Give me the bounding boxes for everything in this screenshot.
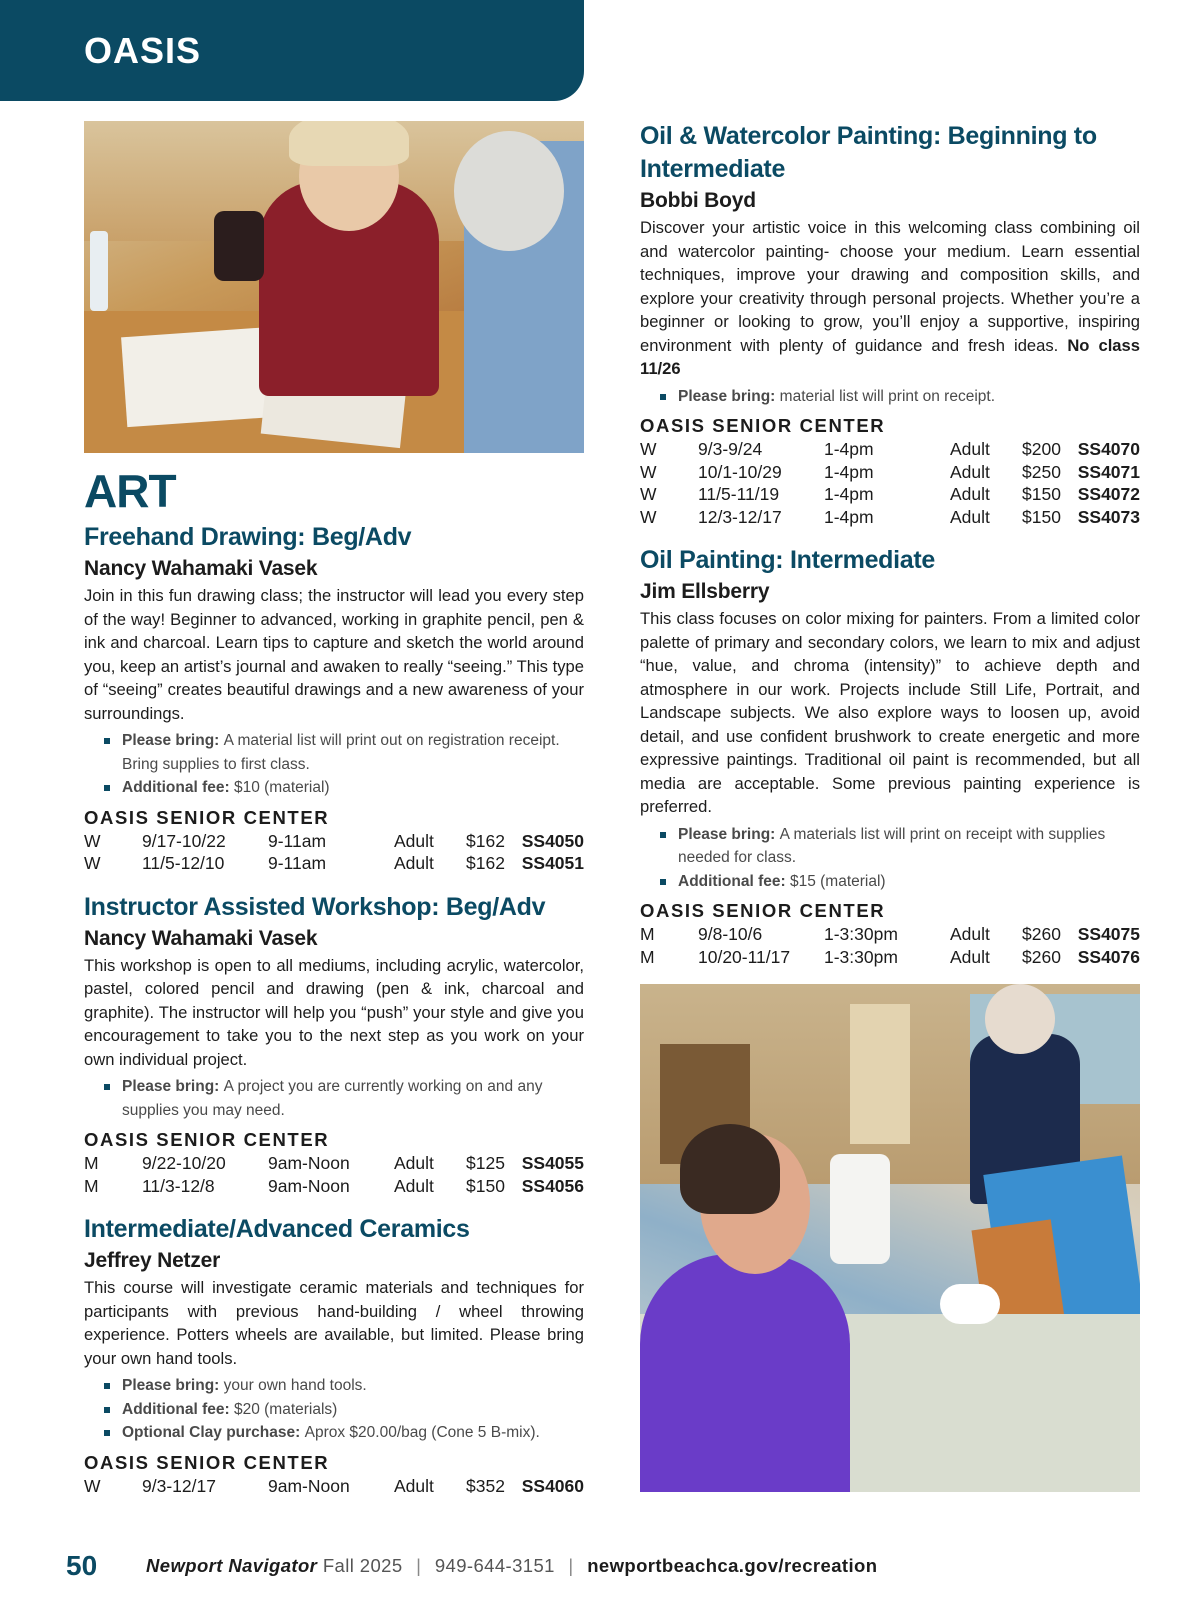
schedule-day: W — [640, 484, 657, 504]
schedule-dates: 9/8-10/6 — [698, 924, 763, 944]
schedule-row — [640, 483, 1140, 506]
schedule-code: SS4070 — [1077, 439, 1140, 459]
course-note-text: $15 (material) — [789, 872, 886, 890]
schedule-code: SS4060 — [521, 1475, 584, 1496]
schedule-day: M — [640, 924, 655, 944]
course-note — [102, 776, 584, 800]
course-note-label: Please bring: — [122, 1377, 224, 1394]
photo-women-drawing — [84, 121, 584, 453]
schedule-dates: 11/5-12/10 — [142, 853, 225, 873]
schedule-dates: 9/17-10/22 — [142, 830, 226, 851]
schedule-time: 9-11am — [268, 830, 327, 851]
schedule-day: M — [84, 1153, 99, 1173]
schedule-fee: $250 — [1022, 461, 1061, 482]
left-column — [84, 121, 584, 1513]
footer-phone[interactable]: 949-644-3151 — [434, 1555, 555, 1576]
schedule-age: Adult — [950, 461, 990, 482]
course-schedule — [84, 830, 584, 875]
schedule-day: W — [84, 853, 101, 873]
schedule-age: Adult — [394, 853, 434, 873]
schedule-fee: $150 — [1022, 484, 1061, 504]
course-note-label: Optional Clay purchase: — [122, 1424, 305, 1441]
schedule-code: SS4050 — [521, 830, 584, 851]
schedule-day: W — [84, 1475, 101, 1496]
course-note-text: A materials list will print on receipt with supplies needed for class. — [678, 825, 1106, 866]
schedule-row — [84, 1475, 584, 1498]
course-venue: OASIS SENIOR CENTER — [84, 806, 330, 828]
schedule-age: Adult — [950, 484, 990, 504]
schedule-fee: $125 — [466, 1153, 505, 1173]
course-title: Oil Painting: Intermediate — [640, 546, 936, 574]
schedule-age: Adult — [394, 1175, 434, 1196]
photo-woman-painting — [640, 984, 1140, 1492]
course-note-text: your own hand tools. — [223, 1377, 367, 1394]
course-note-label: Please bring: — [122, 732, 224, 749]
schedule-day: W — [640, 506, 657, 527]
course-note-text: A project you are currently working on and any supplies you may need. — [122, 1078, 543, 1119]
course-notes — [658, 385, 1140, 409]
course-schedule — [640, 438, 1140, 528]
schedule-age: Adult — [950, 924, 990, 944]
course-title: Instructor Assisted Workshop: Beg/Adv — [84, 892, 546, 921]
schedule-code: SS4055 — [521, 1153, 584, 1173]
course-note — [102, 1374, 584, 1398]
course-note — [658, 823, 1140, 870]
schedule-day: W — [640, 439, 657, 459]
course-venue: OASIS SENIOR CENTER — [640, 415, 886, 436]
schedule-age: Adult — [394, 1153, 434, 1173]
schedule-time: 1-4pm — [824, 506, 874, 527]
schedule-age: Adult — [394, 830, 434, 851]
schedule-day: M — [84, 1175, 99, 1196]
course-instructor: Jeffrey Netzer — [84, 1249, 221, 1272]
schedule-fee: $162 — [466, 830, 505, 851]
schedule-fee: $150 — [1022, 506, 1061, 527]
course-note — [102, 729, 584, 776]
schedule-fee: $150 — [466, 1175, 505, 1196]
course-description-text: This workshop is open to all mediums, including acrylic, watercolor, pastel, colored pencil and drawing (pen & ink, charcoal and graphite). The instructor will help you “push” your style and give you encouragement to take you to the next step as you work on your own individual project. — [84, 955, 584, 1069]
schedule-dates: 10/1-10/29 — [698, 461, 782, 482]
footer-text — [146, 1555, 877, 1577]
schedule-fee: $260 — [1022, 946, 1061, 967]
schedule-code: SS4076 — [1077, 946, 1140, 967]
page-footer — [66, 1548, 1166, 1584]
section-banner — [0, 0, 584, 101]
course-instructor: Nancy Wahamaki Vasek — [84, 557, 318, 580]
course-note-label: Please bring: — [122, 1078, 224, 1095]
course-instructor: Jim Ellsberry — [640, 580, 770, 603]
course-note-text: $10 (material) — [233, 779, 330, 796]
schedule-day: W — [640, 461, 657, 482]
schedule-row — [84, 852, 584, 875]
schedule-row — [640, 923, 1140, 946]
course-description-text: Join in this fun drawing class; the instructor will lead you every step of the way! Beginner to advanced, working in graphite pencil, pen & ink and charcoal. Learn tips to capture and sketch the world around you, keep an artist’s journal and awaken to really “seeing.” This type of “seeing” creates beautiful drawings and a new awareness of your surroundings. — [84, 586, 584, 723]
course-description-text: This course will investigate ceramic materials and techniques for participants with previous hand-building / wheel throwing experience. Potters wheels are available, but limited. Please bring your own hand tools. — [84, 1278, 584, 1368]
banner-title: OASIS — [84, 30, 202, 71]
schedule-fee: $260 — [1022, 924, 1061, 944]
schedule-code: SS4073 — [1077, 506, 1140, 527]
schedule-day: M — [640, 946, 655, 967]
schedule-day: W — [84, 830, 101, 851]
section-title-art: ART — [84, 465, 176, 517]
course-description-text: This class focuses on color mixing for painters. From a limited color palette of primary and secondary colors, we learn to mix and adjust “hue, value, and chroma (intensity)” to achieve depth and atmosphere in our work. Projects include Still Life, Portrait, and Landscape subjects. We also explore ways to loosen up, avoid detail, and use confident brushwork to create energetic and more expressive paintings. Traditional oil paint is recommended, but all media are acceptable. Some previous painting experience is preferred. — [640, 609, 1140, 816]
course-venue: OASIS SENIOR CENTER — [84, 1451, 330, 1473]
course-schedule — [640, 923, 1140, 968]
schedule-age: Adult — [950, 439, 990, 459]
course-note-label: Additional fee: — [122, 779, 234, 796]
schedule-code: SS4056 — [521, 1175, 584, 1196]
course-note — [102, 1421, 584, 1445]
course-venue: OASIS SENIOR CENTER — [84, 1129, 330, 1150]
schedule-row — [640, 438, 1140, 461]
course-note-text: $20 (materials) — [233, 1400, 338, 1418]
schedule-dates: 12/3-12/17 — [698, 506, 782, 527]
schedule-row — [640, 946, 1140, 969]
course-title: Oil & Watercolor Painting: Beginning to Intermediate — [640, 122, 1097, 183]
course-schedule — [84, 1475, 584, 1498]
schedule-row — [84, 1175, 584, 1198]
course-notes — [102, 1374, 584, 1445]
course-title: Freehand Drawing: Beg/Adv — [84, 523, 412, 551]
schedule-row — [84, 830, 584, 853]
schedule-time: 1-3:30pm — [824, 946, 898, 967]
schedule-row — [640, 461, 1140, 484]
course-description — [640, 607, 1140, 819]
course-listing — [640, 120, 1140, 528]
course-notes — [102, 1075, 584, 1122]
course-note-text: material list will print on receipt. — [779, 387, 996, 405]
schedule-dates: 9/22-10/20 — [142, 1153, 226, 1173]
course-note-text: A material list will print out on registration receipt. Bring supplies to first class. — [122, 732, 560, 773]
course-title: Intermediate/Advanced Ceramics — [84, 1215, 470, 1243]
footer-separator: | — [568, 1555, 574, 1576]
schedule-time: 1-4pm — [824, 484, 874, 504]
schedule-fee: $200 — [1022, 439, 1061, 459]
course-note — [658, 870, 1140, 894]
schedule-dates: 9/3-12/17 — [142, 1475, 216, 1496]
schedule-fee: $352 — [466, 1475, 505, 1496]
course-note-label: Additional fee: — [678, 872, 790, 890]
course-instructor: Bobbi Boyd — [640, 189, 756, 212]
page-number: 50 — [66, 1550, 98, 1581]
course-notes — [658, 823, 1140, 894]
right-column — [640, 116, 1140, 1492]
schedule-dates: 10/20-11/17 — [698, 946, 791, 967]
schedule-dates: 9/3-9/24 — [698, 439, 763, 459]
schedule-code: SS4071 — [1077, 461, 1140, 482]
course-listing — [84, 521, 584, 875]
course-note — [102, 1075, 584, 1122]
schedule-time: 1-4pm — [824, 439, 874, 459]
footer-magazine: Newport Navigator — [146, 1555, 318, 1576]
course-note-label: Additional fee: — [122, 1400, 234, 1418]
schedule-code: SS4051 — [521, 853, 584, 873]
course-note-text: Aprox $20.00/bag (Cone 5 B-mix). — [304, 1424, 540, 1441]
course-listing — [84, 1213, 584, 1497]
schedule-age: Adult — [950, 506, 990, 527]
schedule-row — [640, 506, 1140, 529]
course-venue: OASIS SENIOR CENTER — [640, 900, 886, 921]
course-note-label: Please bring: — [678, 387, 780, 405]
schedule-fee: $162 — [466, 853, 505, 873]
schedule-code: SS4072 — [1077, 484, 1140, 504]
course-listing — [84, 891, 584, 1198]
footer-separator: | — [416, 1555, 422, 1576]
course-listing — [640, 544, 1140, 968]
schedule-time: 1-4pm — [824, 461, 874, 482]
schedule-time: 1-3:30pm — [824, 924, 898, 944]
course-schedule — [84, 1152, 584, 1197]
course-description — [640, 216, 1140, 381]
footer-season: Fall 2025 — [322, 1555, 403, 1576]
course-description — [84, 584, 584, 725]
schedule-time: 9am-Noon — [268, 1175, 350, 1196]
schedule-code: SS4075 — [1077, 924, 1140, 944]
schedule-age: Adult — [394, 1475, 434, 1496]
schedule-dates: 11/5-11/19 — [698, 484, 780, 504]
course-note-label: Please bring: — [678, 825, 780, 843]
schedule-time: 9am-Noon — [268, 1475, 350, 1496]
schedule-time: 9-11am — [268, 853, 327, 873]
course-note — [102, 1398, 584, 1422]
course-description — [84, 1276, 584, 1370]
schedule-row — [84, 1152, 584, 1175]
schedule-time: 9am-Noon — [268, 1153, 350, 1173]
course-note — [658, 385, 1140, 409]
footer-website-link[interactable]: newportbeachca.gov/recreation — [587, 1555, 878, 1576]
course-description-note: No class 11/26 — [640, 335, 1140, 378]
course-description — [84, 954, 584, 1072]
course-notes — [102, 729, 584, 800]
course-description-text: Discover your artistic voice in this welcoming class combining oil and watercolor painting- choose your medium. Learn essential techniques, improve your drawing and composition skills, and explore your creativity through personal projects. Whether you’re a beginner or looking to grow, you’ll enjoy a supportive, inspiring environment with plenty of guidance and fresh ideas. — [640, 218, 1140, 355]
course-instructor: Nancy Wahamaki Vasek — [84, 926, 318, 950]
schedule-dates: 11/3-12/8 — [142, 1175, 215, 1196]
schedule-age: Adult — [950, 946, 990, 967]
